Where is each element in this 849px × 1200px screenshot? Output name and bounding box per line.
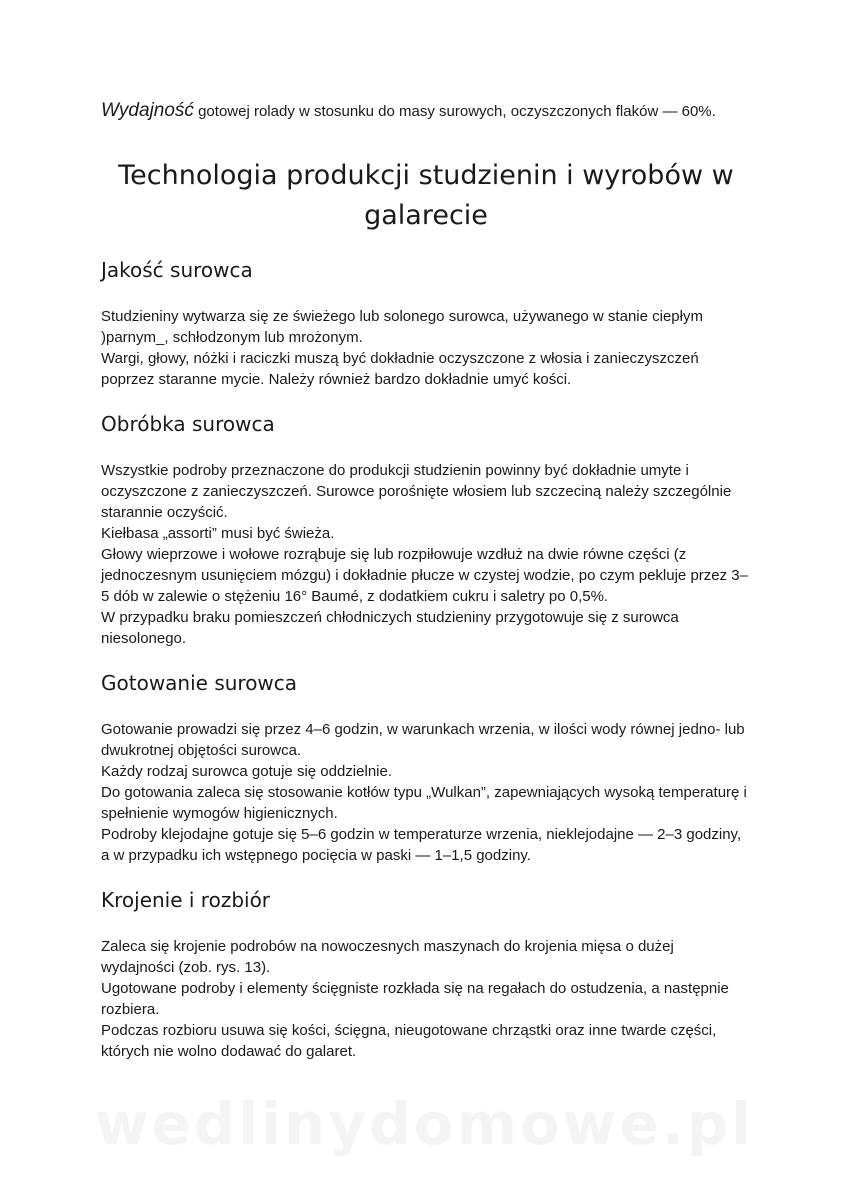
paragraph: Kiełbasa „assorti” musi być świeża.	[101, 525, 335, 542]
intro-text: gotowej rolady w stosunku do masy surowych, oczyszczonych flaków — 60%.	[193, 103, 716, 120]
section-heading: Jakość surowca	[101, 258, 253, 282]
paragraph: Podroby klejodajne gotuje się 5–6 godzin w temperaturze wrzenia, nieklejodajne — 2–3 godziny, a w przypadku ich wstępnego pocięcia w paski — 1–1,5 godziny.	[101, 826, 742, 864]
paragraph: W przypadku braku pomieszczeń chłodniczych studzieniny przygotowuje się z surowca niesolonego.	[101, 609, 679, 647]
section-heading: Obróbka surowca	[101, 412, 275, 436]
paragraph: Zaleca się krojenie podrobów na nowoczesnych maszynach do krojenia mięsa o dużej wydajności (zob. rys. 13).	[101, 938, 674, 976]
paragraph: Studzieniny wytwarza się ze świeżego lub solonego surowca, używanego w stanie ciepłym )parnym_, schłodzonym lub mrożonym.	[101, 308, 703, 346]
paragraph: Każdy rodzaj surowca gotuje się oddzielnie.	[101, 763, 392, 780]
intro-lead: Wydajność	[101, 100, 194, 121]
paragraph: Wargi, głowy, nóżki i raciczki muszą być dokładnie oczyszczone z włosia i zanieczyszczeń poprzez staranne mycie. Należy również bardzo dokładnie umyć kości.	[101, 350, 699, 388]
paragraph: Ugotowane podroby i elementy ścięgniste rozkłada się na regałach do ostudzenia, a następnie rozbiera.	[101, 980, 729, 1018]
paragraph: Do gotowania zaleca się stosowanie kotłów typu „Wulkan”, zapewniających wysoką temperaturę i spełnienie wymogów higienicznych.	[101, 784, 747, 822]
paragraph: Podczas rozbioru usuwa się kości, ścięgna, nieugotowane chrząstki oraz inne twarde części, których nie wolno dodawać do galaret.	[101, 1022, 717, 1060]
document-page	[101, 100, 751, 1082]
section-jakosc-surowca	[101, 256, 751, 390]
section-heading: Krojenie i rozbiór	[101, 888, 271, 912]
paragraph: Wszystkie podroby przeznaczone do produkcji studzienin powinny być dokładnie umyte i oczyszczone z zanieczyszczeń. Surowce porośnięte włosiem lub szczeciną należy szczególnie starannie oczyścić.	[101, 462, 732, 521]
watermark: wedlinydomowe.pl	[94, 1090, 755, 1158]
intro-paragraph	[101, 100, 751, 122]
page-title: Technologia produkcji studzienin i wyrobów w galarecie	[118, 160, 734, 231]
section-heading: Gotowanie surowca	[101, 671, 298, 695]
section-gotowanie-surowca	[101, 669, 751, 866]
section-krojenie-i-rozbior	[101, 886, 751, 1062]
paragraph: Gotowanie prowadzi się przez 4–6 godzin, w warunkach wrzenia, w ilości wody równej jedno- lub dwukrotnej objętości surowca.	[101, 721, 745, 759]
paragraph: Głowy wieprzowe i wołowe rozrąbuje się lub rozpiłowuje wzdłuż na dwie równe części (z jednoczesnym usunięciem mózgu) i dokładnie płucze w czystej wodzie, po czym pekluje przez 3–5 dób w zalewie o stężeniu 16° Baumé, z dodatkiem cukru i saletry po 0,5%.	[101, 546, 748, 605]
section-obrobka-surowca	[101, 410, 751, 649]
